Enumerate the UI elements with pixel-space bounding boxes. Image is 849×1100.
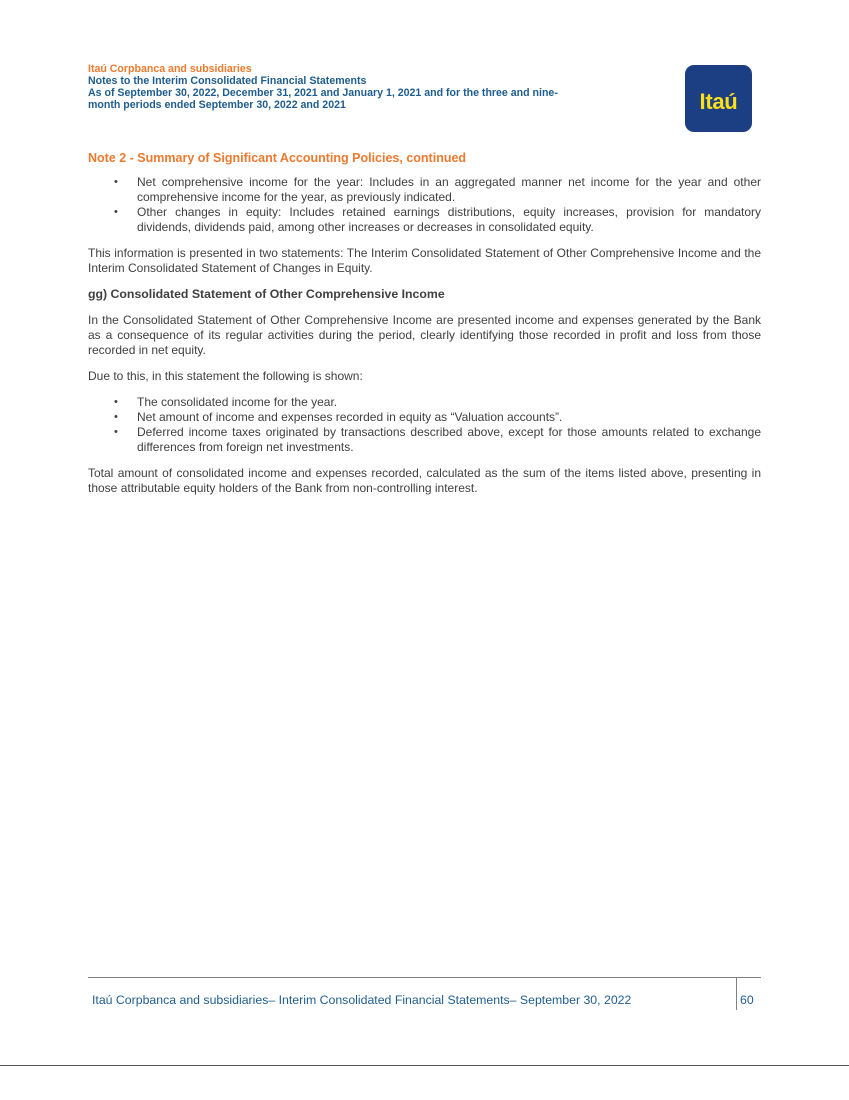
itau-logo (685, 65, 752, 132)
page-header (88, 63, 668, 111)
list-item: • Net amount of income and expenses recorded in equity as “Valuation accounts”. (137, 410, 761, 425)
header-subtitle-line-1: Notes to the Interim Consolidated Financial Statements (88, 75, 367, 87)
bullet-list-1 (88, 175, 761, 235)
page-number: 60 (740, 993, 754, 1007)
footer-rule (88, 977, 761, 978)
list-item: • The consolidated income for the year. (137, 395, 761, 410)
paragraph-intro: Due to this, in this statement the following is shown: (88, 369, 363, 383)
paragraph-statements: This information is presented in two statements: The Interim Consolidated Statement of Other Comprehensive Income and the Interim Consolidated Statement of Changes in Equity. (88, 246, 761, 275)
list-item: • Net comprehensive income for the year: Includes in an aggregated manner net income for the year and other comprehensive income for the year, as previously indicated. (137, 175, 761, 205)
logo-text: Itaú (699, 89, 738, 114)
bullet-list-2 (88, 395, 761, 455)
footer-text: Itaú Corpbanca and subsidiaries– Interim Consolidated Financial Statements– September 30, 2022 (92, 993, 632, 1007)
company-name: Itaú Corpbanca and subsidiaries (88, 63, 252, 75)
list-item: • Deferred income taxes originated by transactions described above, except for those amounts related to exchange differences from foreign net investments. (137, 425, 761, 455)
footer-divider (736, 977, 737, 1010)
paragraph-description: In the Consolidated Statement of Other Comprehensive Income are presented income and expenses generated by the Bank as a consequence of its regular activities during the period, clearly identifying those recorded in profit and loss from those recorded in net equity. (88, 313, 761, 357)
section-heading: gg) Consolidated Statement of Other Comprehensive Income (88, 287, 445, 301)
main-content (88, 151, 761, 496)
paragraph-total: Total amount of consolidated income and expenses recorded, calculated as the sum of the items listed above, presenting in those attributable equity holders of the Bank from non-controlling interest. (88, 466, 761, 495)
header-subtitle-line-2: As of September 30, 2022, December 31, 2021 and January 1, 2021 and for the three and nine- (88, 87, 558, 99)
header-subtitle-line-3: month periods ended September 30, 2022 and 2021 (88, 99, 346, 111)
page-bottom-rule (0, 1065, 849, 1066)
list-item: • Other changes in equity: Includes retained earnings distributions, equity increases, provision for mandatory dividends, dividends paid, among other increases or decreases in consolidated equity. (137, 205, 761, 235)
note-title: Note 2 - Summary of Significant Accounting Policies, continued (88, 151, 467, 165)
